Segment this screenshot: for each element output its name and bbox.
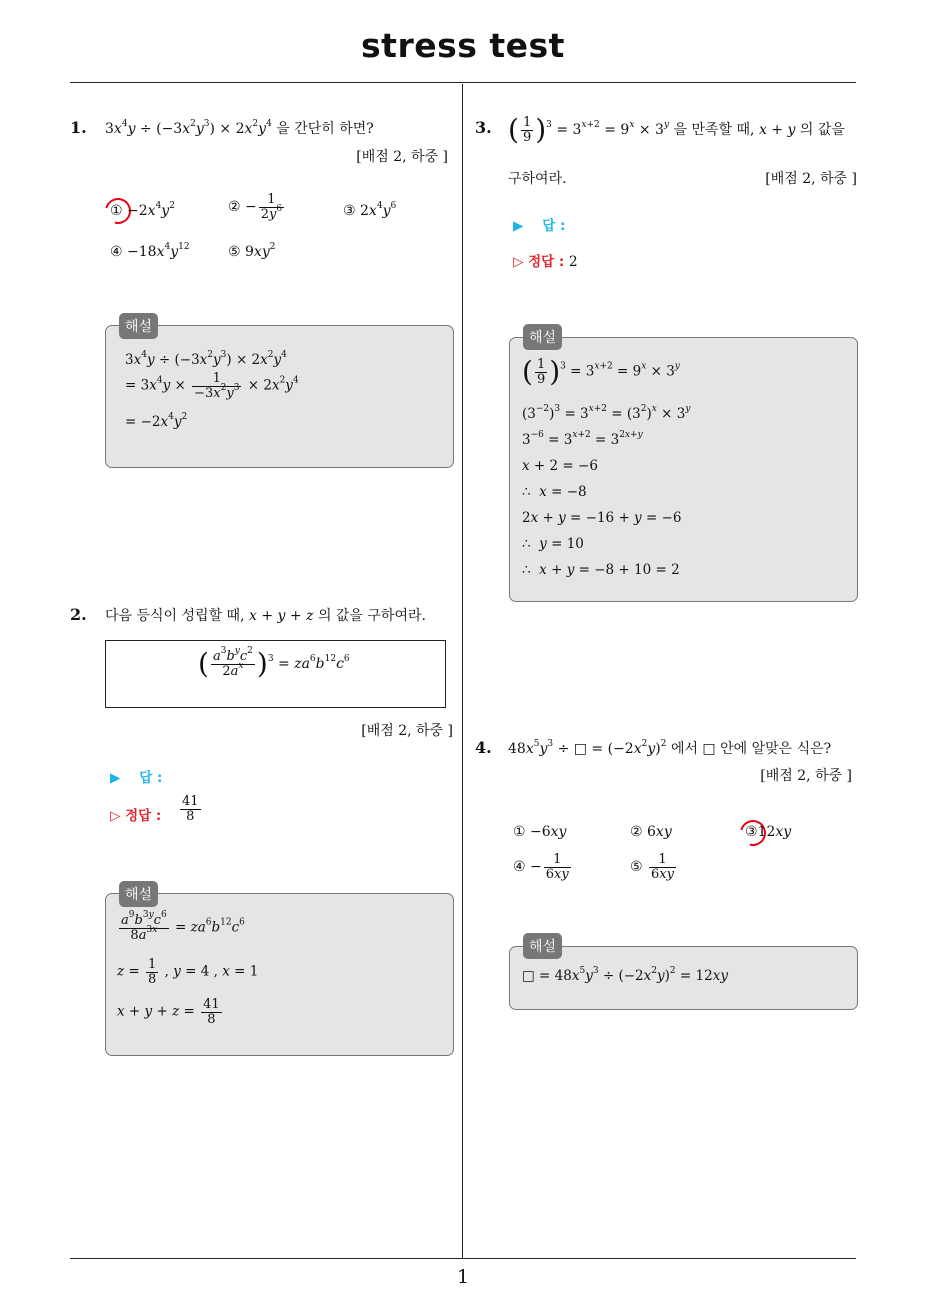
q1-prompt: $3x^4y \div (-3x^2y^3) \times 2x^2y^4$ 을 간단히 하면? bbox=[105, 119, 374, 137]
q4-choice-3[interactable]: ③12xy bbox=[745, 824, 792, 840]
q1-sol-line-3: = $-2x^4y^2$ bbox=[125, 412, 188, 430]
q3-sol-line-2: $(3^{-2})^3 = 3^{x+2} = (3^2)^x \times 3^y$ bbox=[522, 404, 691, 422]
q4-prompt: $48x^5y^3$ ÷ □ = $(-2x^2y)^2$ 에서 □ 안에 알맞은 식은? bbox=[508, 739, 832, 757]
q1-choice-2[interactable]: ② − $\frac{1}{2y^6}$ bbox=[228, 192, 283, 222]
q2-sol-line-2: z = $\frac{1}{8}$ , y = 4 , x = 1 bbox=[117, 957, 259, 987]
q2-sol-line-3: x + y + z = $\frac{41}{8}$ bbox=[117, 997, 220, 1027]
q2-score: [배점 2, 하중 ] bbox=[361, 723, 453, 739]
q4-number: 4. bbox=[475, 738, 492, 757]
q2-answer-row: ▶ 답 : bbox=[110, 770, 163, 786]
page-number: 1 bbox=[456, 1266, 470, 1288]
q3-sol-line-6: 2x + y = −16 + y = −6 bbox=[522, 510, 682, 526]
q2-prompt: 다음 등식이 성립할 때, x + y + z 의 값을 구하여라. bbox=[105, 608, 426, 624]
q2-correct-icon: ▷ bbox=[110, 808, 121, 824]
q3-sol-line-3: $3^{-6} = 3^{x+2} = 3^{2x+y}$ bbox=[522, 430, 643, 448]
q3-prompt: ( $\frac{1}{9}$ )$^3 = 3^{x+2} = 9^x \times 3^y$ 을 만족할 때, x + y 의 값을 bbox=[508, 113, 845, 147]
q4-choice-5[interactable]: ⑤ $\frac{1}{6xy}$ bbox=[630, 852, 674, 882]
q3-correct-icon: ▷ bbox=[513, 254, 524, 270]
q3-answer-icon: ▶ bbox=[513, 218, 524, 234]
q3-answer-value: 2 bbox=[568, 254, 578, 270]
q3-prompt-line2: 구하여라. bbox=[508, 171, 567, 187]
q4-sol-line-1: □ = $48x^5y^3 \div (-2x^2y)^2 = 12xy$ bbox=[522, 966, 728, 984]
q3-sol-line-1: ( $\frac{1}{9}$ )$^3 = 3^{x+2} = 9^x \times 3^y$ bbox=[522, 355, 680, 389]
header-rule bbox=[70, 82, 856, 83]
q3-answer-row: ▶ 답 : bbox=[513, 218, 566, 234]
q2-sol-line-1: $\frac{a^9b^{3y}c^6}{8a^{3x}}$ = $za^6b^{12}c^6$ bbox=[121, 910, 245, 943]
footer-rule bbox=[70, 1258, 856, 1259]
q4-choice-1[interactable]: ① −6xy bbox=[513, 824, 567, 840]
q2-number: 2. bbox=[70, 605, 87, 624]
q4-score: [배점 2, 하중 ] bbox=[760, 768, 852, 784]
q2-solution-tag: 해설 bbox=[119, 881, 158, 907]
q1-sol-line-2: = $3x^4y$ × $\frac{1}{-3x^2y^3}$ × $2x^2y^4$ bbox=[125, 371, 299, 401]
q1-choice-1[interactable]: ① $-2x^4y^2$ bbox=[110, 201, 175, 219]
q1-choice-4[interactable]: ④ $-18x^4y^{12}$ bbox=[110, 242, 190, 260]
q3-sol-line-5: ∴ x = −8 bbox=[522, 484, 587, 500]
page-title: stress test bbox=[361, 26, 565, 65]
q3-solution-tag: 해설 bbox=[523, 324, 562, 350]
q2-answer-value: $\frac{41}{8}$ bbox=[182, 794, 199, 824]
q2-equation: ( $\frac{a^3b^yc^2}{2a^x}$ )$^3 = za^6b^{12}c^6$ bbox=[198, 646, 350, 681]
q1-number: 1. bbox=[70, 118, 87, 137]
q1-sol-line-1: $3x^4y \div (-3x^2y^3) \times 2x^2y^4$ bbox=[125, 350, 287, 368]
q3-score: [배점 2, 하중 ] bbox=[765, 171, 857, 187]
q2-answer-icon: ▶ bbox=[110, 770, 121, 786]
q4-solution-tag: 해설 bbox=[523, 933, 562, 959]
column-divider bbox=[462, 84, 463, 1258]
q3-sol-line-4: x + 2 = −6 bbox=[522, 458, 598, 474]
q3-sol-line-8: ∴ x + y = −8 + 10 = 2 bbox=[522, 562, 680, 578]
q3-number: 3. bbox=[475, 118, 492, 137]
q3-sol-line-7: ∴ y = 10 bbox=[522, 536, 584, 552]
q1-choice-3[interactable]: ③ $2x^4y^6$ bbox=[343, 201, 397, 219]
q4-choice-4[interactable]: ④ − $\frac{1}{6xy}$ bbox=[513, 852, 569, 882]
q3-correct-row: ▷ 정답 : 2 bbox=[513, 254, 578, 270]
q4-choice-2[interactable]: ② 6xy bbox=[630, 824, 672, 840]
q1-solution-tag: 해설 bbox=[119, 313, 158, 339]
q2-correct-row: ▷ 정답 : bbox=[110, 808, 162, 824]
q1-choice-5[interactable]: ⑤ $9xy^2$ bbox=[228, 242, 276, 260]
q1-score: [배점 2, 하중 ] bbox=[356, 149, 448, 165]
